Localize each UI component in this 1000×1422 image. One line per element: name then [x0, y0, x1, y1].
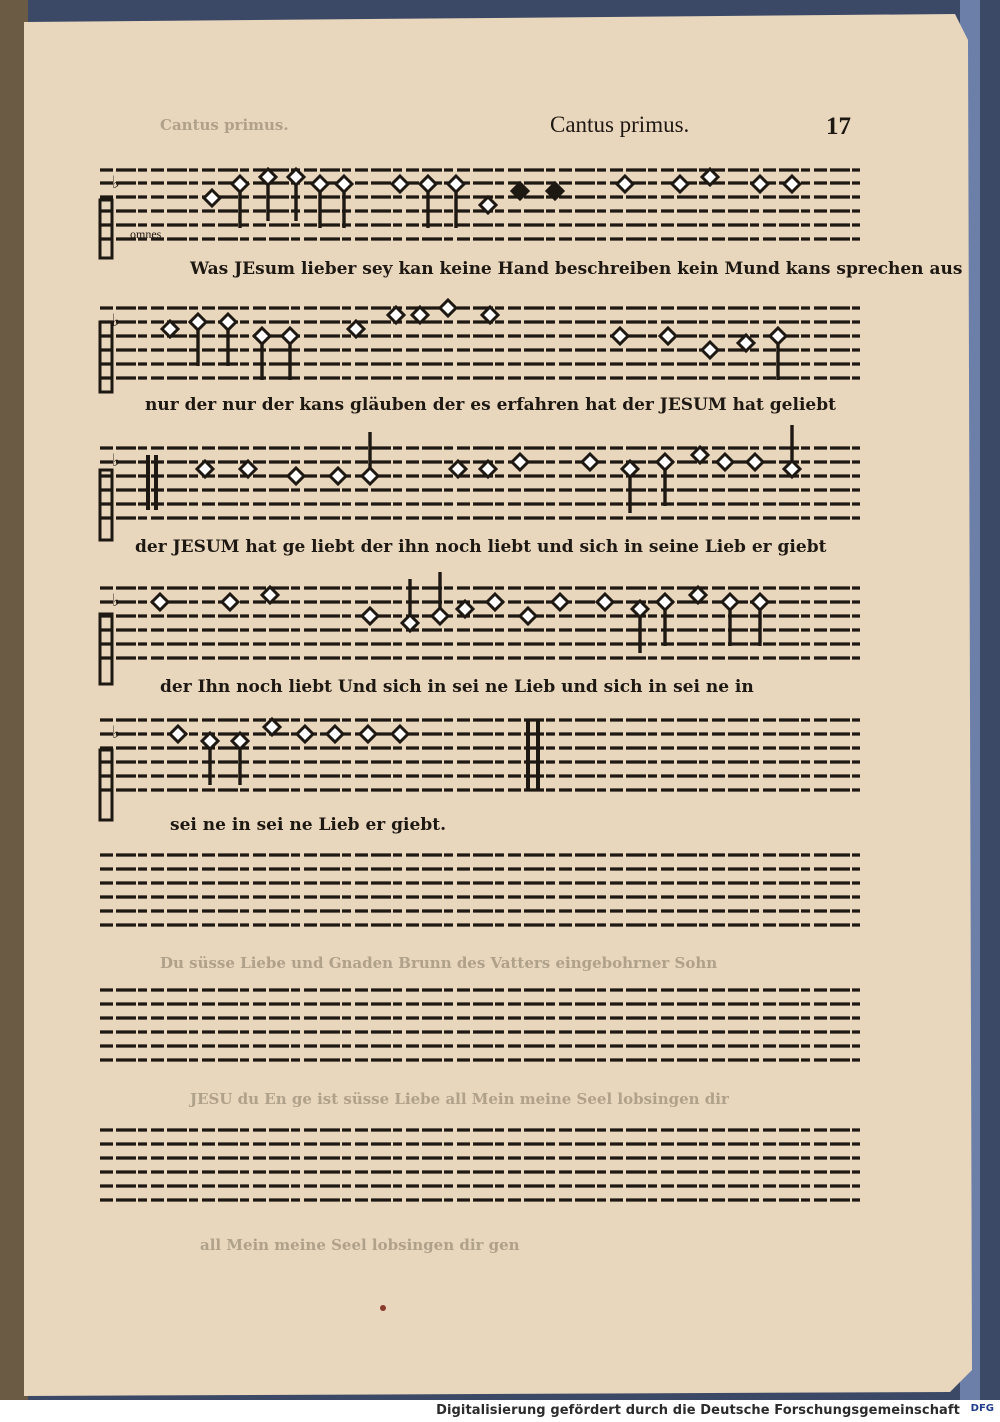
- ink-stain: [380, 1305, 386, 1311]
- page-number: 17: [826, 113, 851, 140]
- dfg-logo: DFG: [970, 1403, 994, 1414]
- running-title: Cantus primus.: [550, 112, 690, 137]
- bleedthrough-line: JESU du En ge ist süsse Liebe all Mein meine Seel lobsingen dir: [190, 1090, 729, 1108]
- voice-label: omnes: [130, 227, 162, 241]
- flat-sign: ♭: [112, 591, 121, 611]
- flat-sign: ♭: [112, 723, 121, 743]
- funding-credit: Digitalisierung gefördert durch die Deutsche Forschungsgemeinschaft: [436, 1403, 960, 1418]
- bleedthrough-line: all Mein meine Seel lobsingen dir gen: [200, 1236, 520, 1254]
- lyric-line-5: sei ne in sei ne Lieb er giebt.: [170, 815, 446, 835]
- paper-page: [24, 14, 972, 1396]
- footer-bar: [0, 1400, 1000, 1422]
- lyric-line-4: der Ihn noch liebt Und sich in sei ne Lieb und sich in sei ne in: [160, 677, 754, 697]
- bleedthrough-line: Du süsse Liebe und Gnaden Brunn des Vatters eingebohrner Sohn: [160, 954, 718, 972]
- flat-sign: ♭: [112, 451, 121, 471]
- lyric-line-2: nur der nur der kans gläuben der es erfahren hat der JESUM hat geliebt: [145, 395, 836, 415]
- flat-sign: ♭: [112, 173, 121, 193]
- flat-sign: ♭: [112, 311, 121, 331]
- binding-gutter: [0, 0, 28, 1400]
- lyric-line-3: der JESUM hat ge liebt der ihn noch liebt und sich in seine Lieb er giebt: [135, 537, 827, 557]
- bleedthrough-heading: Cantus primus.: [160, 116, 289, 134]
- lyric-line-1: Was JEsum lieber sey kan keine Hand beschreiben kein Mund kans sprechen aus: [190, 259, 963, 279]
